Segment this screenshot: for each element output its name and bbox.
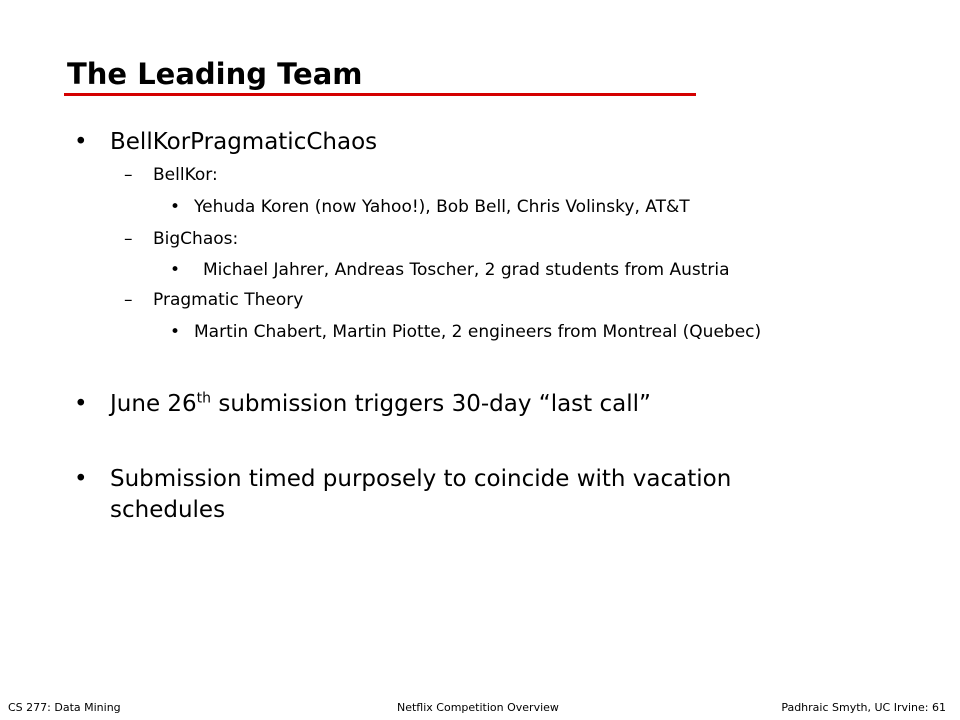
- june-date-suffix: submission triggers 30-day “last call”: [211, 391, 651, 417]
- detail-pragmatic-members-text: Martin Chabert, Martin Piotte, 2 engineers from Montreal (Quebec): [194, 322, 762, 342]
- sub-bullet-bellkor-text: BellKor:: [153, 165, 218, 185]
- bullet-dot-icon: •: [74, 391, 88, 417]
- bullet-submission-timing-line2: schedules: [110, 497, 226, 523]
- title-underline-rule: [64, 93, 696, 96]
- dash-icon: –: [124, 165, 133, 185]
- bullet-june-submission-text: [110, 389, 651, 419]
- bullet-dot-icon: •: [170, 260, 181, 280]
- footer-author-page: Padhraic Smyth, UC Irvine: 61: [781, 701, 946, 714]
- detail-bigchaos-members-text: Michael Jahrer, Andreas Toscher, 2 grad students from Austria: [203, 260, 730, 280]
- bullet-dot-icon: •: [170, 322, 181, 342]
- dash-icon: –: [124, 229, 133, 249]
- dash-icon: –: [124, 290, 133, 310]
- bullet-dot-icon: •: [74, 129, 88, 155]
- detail-bellkor-members-text: Yehuda Koren (now Yahoo!), Bob Bell, Chris Volinsky, AT&T: [194, 197, 690, 217]
- footer-topic: Netflix Competition Overview: [397, 701, 559, 714]
- june-date-prefix: June 26: [110, 391, 197, 417]
- bullet-submission-timing-line1: Submission timed purposely to coincide with vacation: [110, 466, 732, 492]
- ordinal-superscript: th: [196, 390, 212, 407]
- bullet-dot-icon: •: [74, 466, 88, 492]
- sub-bullet-bigchaos-text: BigChaos:: [153, 229, 239, 249]
- bullet-dot-icon: •: [170, 197, 181, 217]
- bullet-team-text: BellKorPragmaticChaos: [110, 129, 378, 155]
- sub-bullet-pragmatic-text: Pragmatic Theory: [153, 290, 304, 310]
- footer-course: CS 277: Data Mining: [8, 701, 121, 714]
- slide-title: The Leading Team: [67, 57, 363, 91]
